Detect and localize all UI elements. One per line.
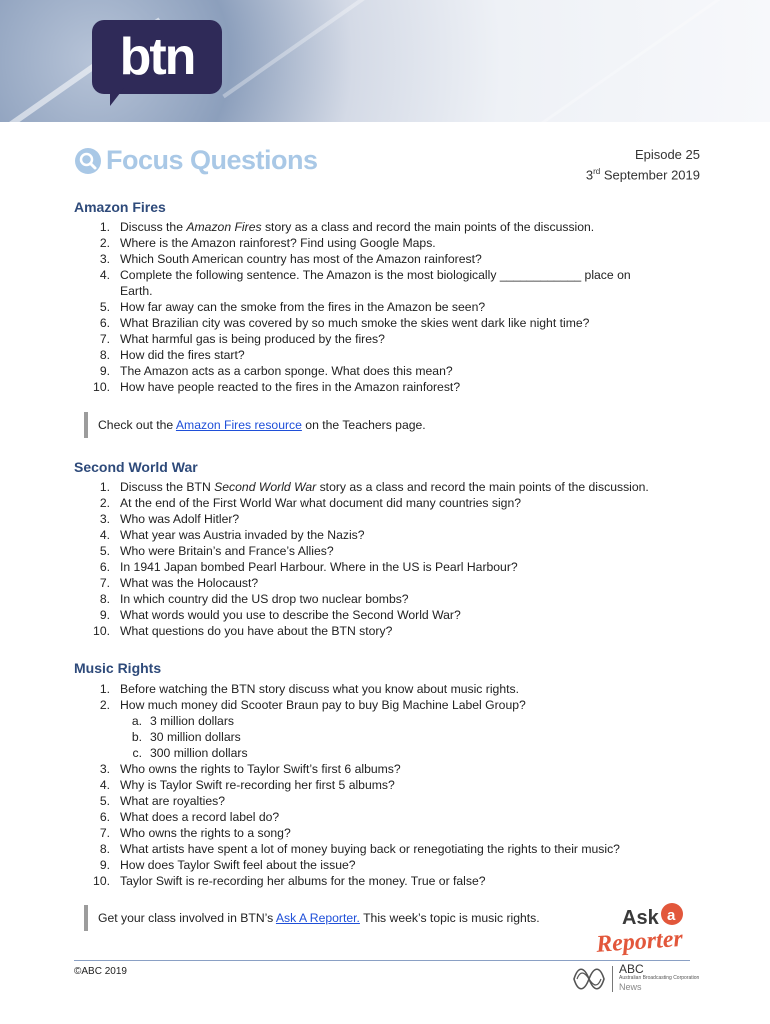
question-text: How far away can the smoke from the fires in the Amazon be seen? [120,300,486,314]
question-item [74,575,649,591]
question-number: 4. [99,528,110,542]
question-item [74,793,620,809]
question-text: What artists have spent a lot of money buying back or renegotiating the rights to their music? [120,842,620,856]
amazon-fires-questions [74,219,631,395]
note-text: Get your class involved in BTN’s [98,911,276,925]
question-text: What words would you use to describe the Second World War? [120,608,461,622]
question-number: 3. [99,252,110,266]
question-item [74,809,620,825]
question-text: What year was Austria invaded by the Nazis? [120,528,365,542]
question-number: 4. [99,268,110,282]
question-number: 1. [99,220,110,234]
section-title-amazon-fires: Amazon Fires [74,199,166,215]
question-text: Who owns the rights to Taylor Swift’s first 6 albums? [120,762,401,776]
question-number: 10. [93,874,110,888]
date-rest: September 2019 [600,167,700,183]
question-item [74,607,649,623]
question-item [74,681,526,697]
question-number: 7. [99,332,110,346]
note-text: on the Teachers page. [301,418,426,432]
ask-text: Ask [622,907,659,929]
question-text: 30 million dollars [150,730,241,744]
question-item [74,857,620,873]
ask-a-reporter-logo [592,900,712,958]
question-item [74,283,631,299]
ask-a-reporter-link[interactable]: Ask A Reporter. [275,911,360,925]
question-text: Which South American country has most of the Amazon rainforest? [120,252,482,266]
question-text: Discuss the Amazon Fires story as a class and record the main points of the discussion. [120,220,595,234]
amazon-fires-note [84,412,426,438]
question-item [74,495,649,511]
question-text: How does Taylor Swift feel about the issue? [120,858,356,872]
question-number: 2. [99,496,110,510]
question-number: 10. [93,380,110,394]
amazon-fires-resource-link[interactable]: Amazon Fires resource [175,418,302,432]
question-number: 6. [99,316,110,330]
question-number: 7. [99,826,110,840]
question-text: Earth. [120,284,153,298]
question-item [74,251,631,267]
question-number: 10. [93,624,110,638]
question-number: 1. [99,682,110,696]
question-text: 300 million dollars [150,746,248,760]
question-number: 1. [99,480,110,494]
question-text: In which country did the US drop two nuclear bombs? [120,592,409,606]
question-number: 8. [99,592,110,606]
question-text: What questions do you have about the BTN story? [120,624,393,638]
question-number: 3. [99,512,110,526]
question-item [74,623,649,639]
magnifier-icon [74,147,102,175]
question-number: 6. [99,560,110,574]
question-text: Discuss the BTN Second World War story as a class and record the main points of the discussion. [120,480,649,494]
banner-streak [222,0,437,98]
btn-logo-text: btn [119,28,195,86]
section-title-music-rights: Music Rights [74,660,162,676]
question-text: Complete the following sentence. The Amazon is the most biologically ____________ place on [120,268,631,282]
question-text: At the end of the First World War what document did many countries sign? [120,496,522,510]
question-item [74,347,631,363]
question-text: What was the Holocaust? [120,576,259,590]
section-title-second-world-war: Second World War [74,459,198,475]
question-text: Taylor Swift is re-recording her albums for the money. True or false? [120,874,486,888]
question-text: Who were Britain’s and France’s Allies? [120,544,334,558]
question-text: 3 million dollars [150,714,234,728]
question-text: Why is Taylor Swift re-recording her first 5 albums? [120,778,395,792]
question-number: 8. [99,842,110,856]
question-item [74,219,631,235]
question-text: How did the fires start? [120,348,245,362]
question-item [74,761,620,777]
question-number: 3. [99,762,110,776]
episode-info [586,146,700,183]
question-number: c. [132,746,142,760]
question-item [74,559,649,575]
question-item [74,841,620,857]
question-item [120,729,248,745]
question-text: In 1941 Japan bombed Pearl Harbour. Where in the US is Pearl Harbour? [120,560,518,574]
question-number: 9. [99,608,110,622]
question-item [74,543,649,559]
question-item [74,479,649,495]
question-number: 2. [99,236,110,250]
banner-streak [506,0,753,122]
question-text: Who was Adolf Hitler? [120,512,240,526]
question-text: The Amazon acts as a carbon sponge. What does this mean? [120,364,453,378]
abc-org: Australian Broadcasting Corporation [619,975,700,981]
music-rights-note [84,905,540,931]
question-number: 5. [99,794,110,808]
question-number: a. [131,714,142,728]
abc-lissajous-icon [572,968,606,990]
question-number: 6. [99,810,110,824]
question-item [74,235,631,251]
question-number: 9. [99,364,110,378]
question-text: What are royalties? [120,794,225,808]
question-item [74,379,631,395]
abc-news-logo [572,964,699,993]
episode-number: Episode 25 [634,147,700,162]
question-text: What does a record label do? [120,810,280,824]
question-text: Where is the Amazon rainforest? Find using Google Maps. [120,236,436,250]
question-text: Before watching the BTN story discuss what you know about music rights. [120,682,519,696]
question-item [74,363,631,379]
question-item [74,697,526,713]
question-number: 2. [99,698,110,712]
question-number: 5. [99,544,110,558]
question-text: Who owns the rights to a song? [120,826,291,840]
footer-divider [74,960,690,961]
question-number: 7. [99,576,110,590]
question-item [74,315,631,331]
question-text: What harmful gas is being produced by the fires? [120,332,385,346]
reporter-text: Reporter [595,925,684,958]
question-number: 4. [99,778,110,792]
question-number: b. [131,730,142,744]
music-rights-questions-b [74,761,620,889]
question-item [74,331,631,347]
date-suffix: rd [593,167,601,176]
question-item [74,267,631,283]
music-rights-options [120,713,248,761]
question-item [74,527,649,543]
question-item [74,591,649,607]
abc-brand: ABC [619,962,644,976]
episode-date [586,163,700,183]
second-world-war-questions [74,479,649,639]
question-number: 9. [99,858,110,872]
question-item [74,777,620,793]
abc-separator [612,966,613,992]
focus-questions-title [74,145,318,176]
question-item [74,299,631,315]
music-rights-questions-a [74,681,526,713]
question-item [74,825,620,841]
copyright: ©ABC 2019 [74,966,127,977]
question-text: How much money did Scooter Braun pay to buy Big Machine Label Group? [120,698,526,712]
abc-wordmark [619,964,699,993]
focus-questions-label: Focus Questions [106,145,318,175]
question-item [74,873,620,889]
ask-bubble-letter: a [667,907,676,924]
date-day: 3 [585,167,594,183]
note-text: This week’s topic is music rights. [359,911,540,925]
question-number: 5. [99,300,110,314]
question-text: How have people reacted to the fires in the Amazon rainforest? [120,380,461,394]
question-number: 8. [99,348,110,362]
question-text: What Brazilian city was covered by so much smoke the skies went dark like night time? [120,316,590,330]
note-text: Check out the [98,418,176,432]
question-item [74,511,649,527]
question-item [120,745,248,761]
abc-news: News [619,982,642,992]
question-item [120,713,248,729]
